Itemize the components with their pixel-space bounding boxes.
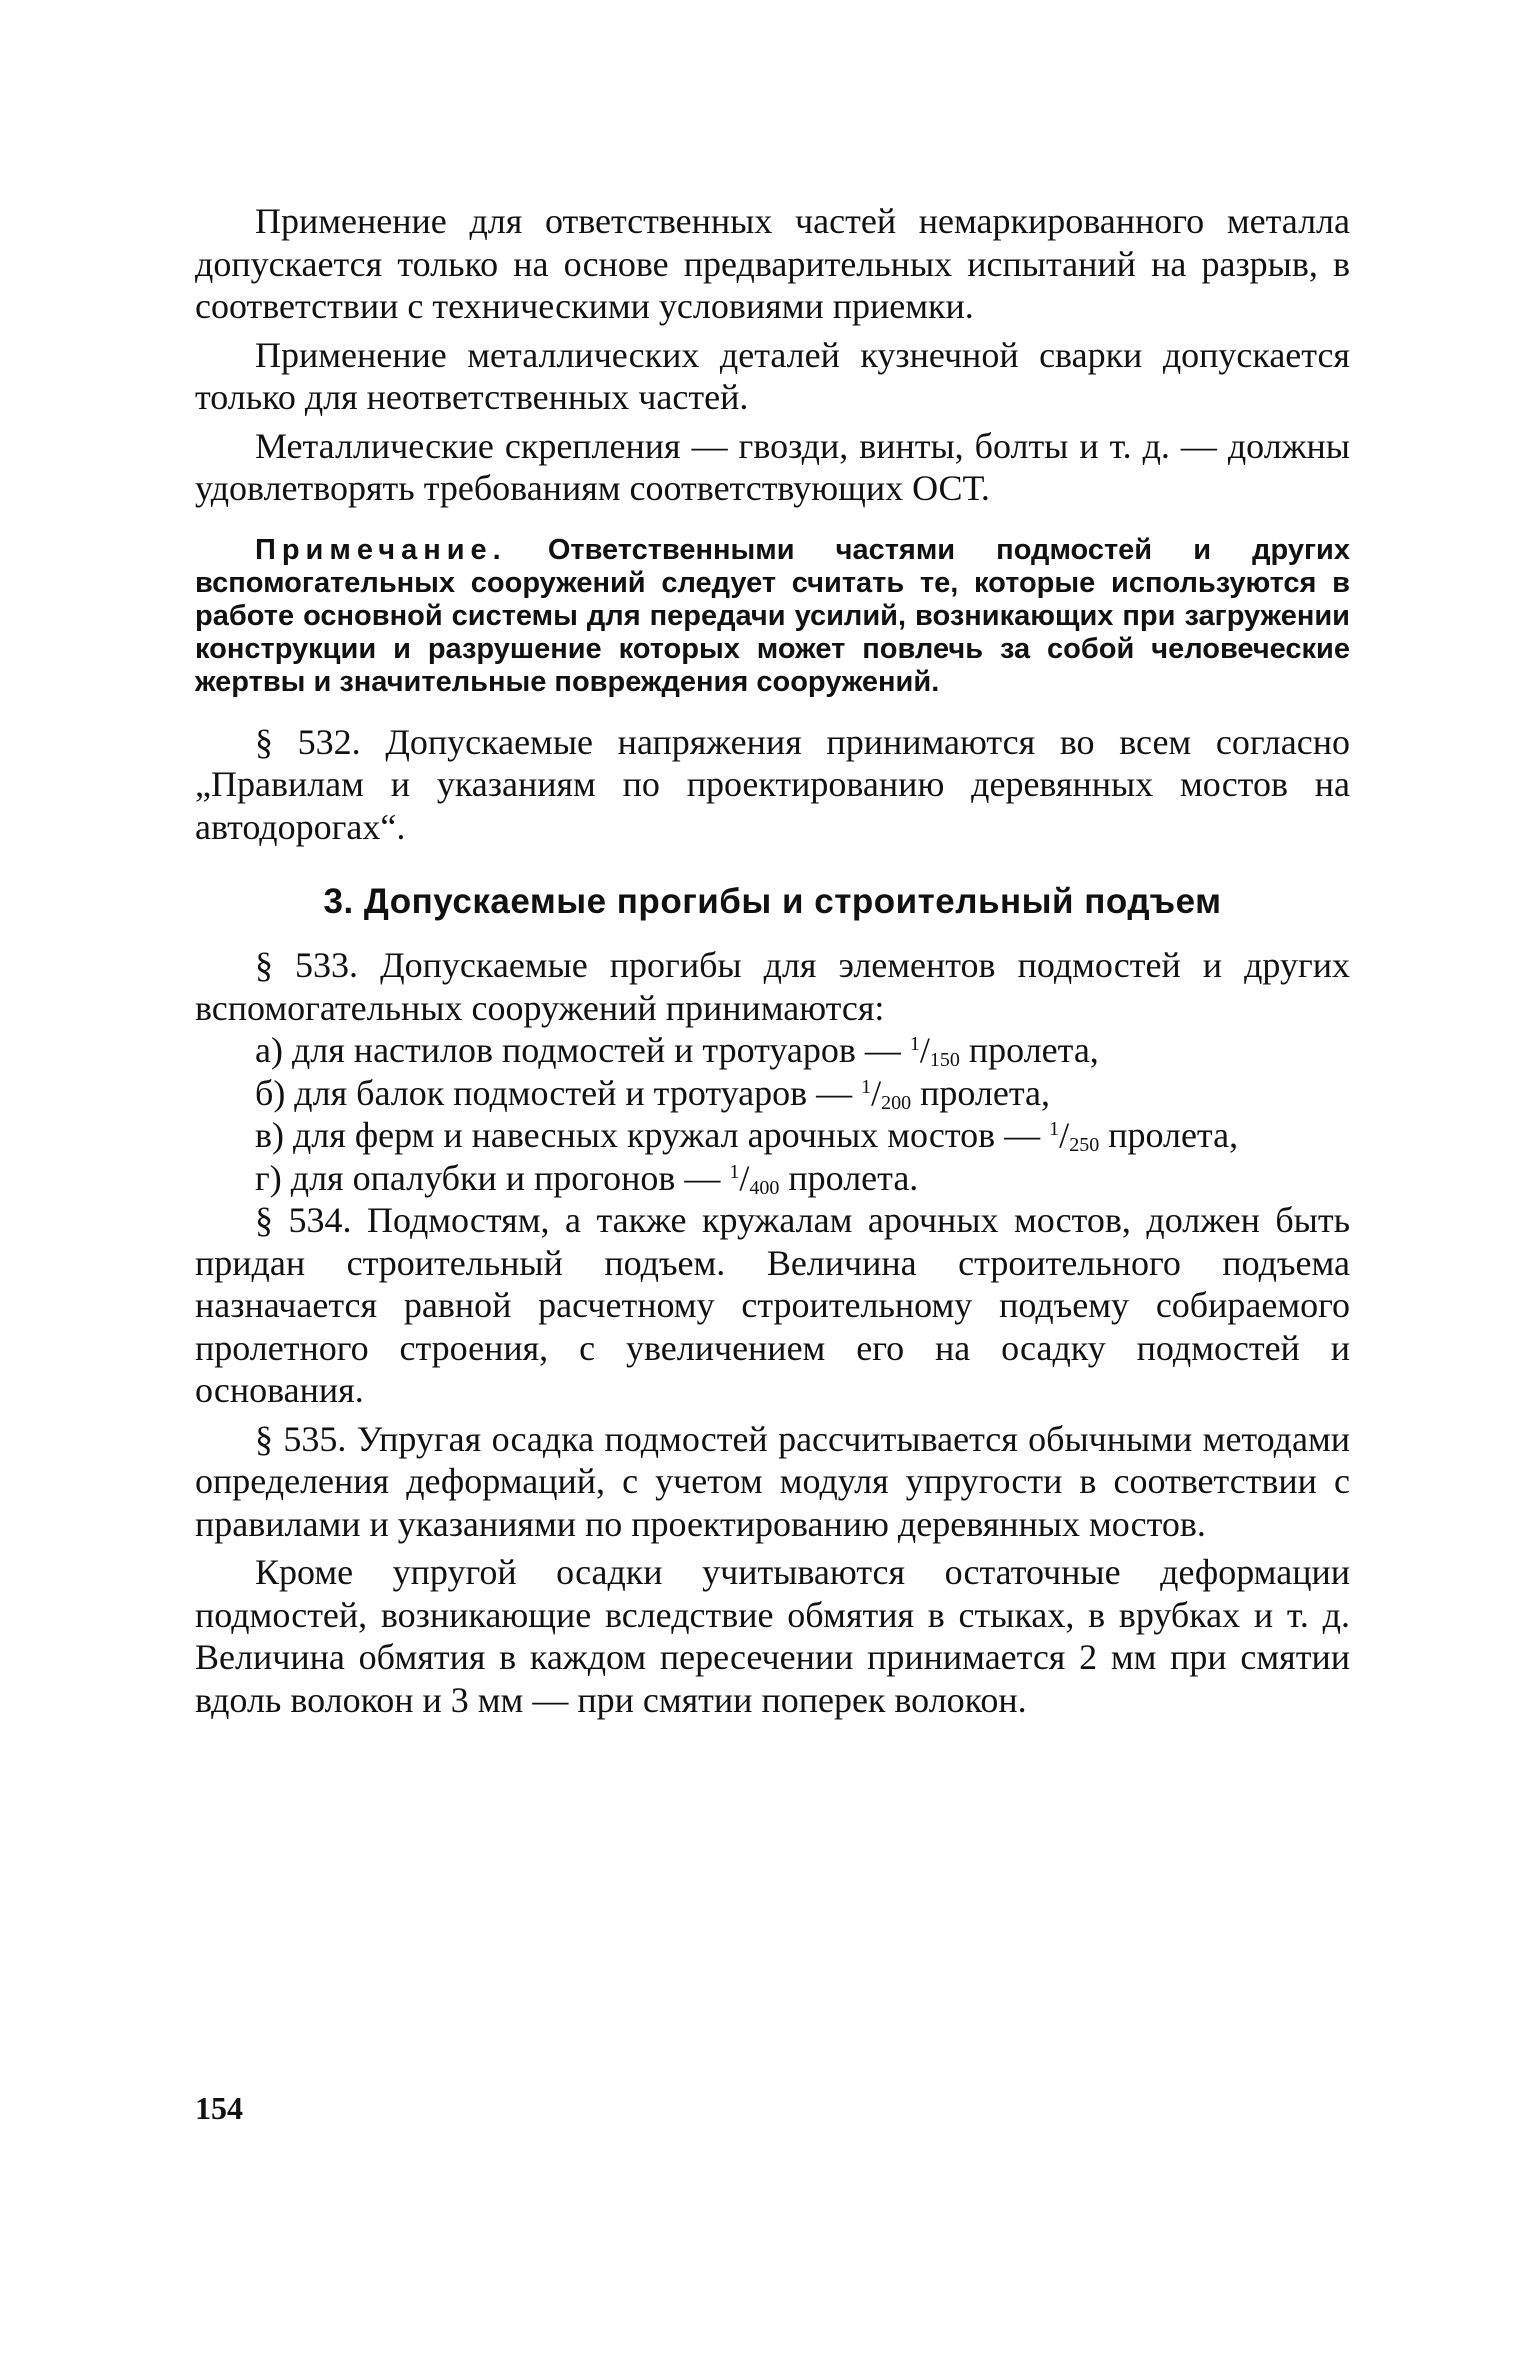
page-body (195, 200, 1350, 1721)
paragraph-forge-welding: Применение металлических деталей кузнечной сварки допускается только для неответственных частей. (195, 334, 1350, 417)
fraction-numerator: 1 (729, 1160, 740, 1183)
list-item-d: г) для опалубки и прогонов — $^1/_{400}$ пролета. (255, 1157, 919, 1199)
section-heading: 3. Допускаемые прогибы и строительный подъем (323, 882, 1222, 921)
note-label: Примечание. (255, 533, 507, 566)
section-534: § 534. Подмостям, а также кружалам арочных мостов, должен быть придан строительный подъем. Величина строительного подъема назначается равной расчетному строительному подъему собираемого пролетного строения, с увеличением его на осадку подмостей и основания. (195, 1200, 1350, 1410)
fraction-denominator: 250 (1069, 1134, 1100, 1156)
fraction-numerator: 1 (1049, 1118, 1060, 1140)
fraction-numerator: 1 (909, 1033, 920, 1055)
final-paragraph: Кроме упругой осадки учитываются остаточные деформации подмостей, возникающие вследствие обмятия в стыках, в врубках и т. д. Величина обмятия в каждом пересечении принимается 2 мм при смятии вдоль волокон и 3 мм — при смятии поперек волокон. (195, 1552, 1350, 1720)
list-item-text: а) для настилов подмостей и тротуаров — (255, 1030, 910, 1070)
list-item-b: б) для балок подмостей и тротуаров — $^1/_{200}$ пролета, (255, 1072, 1051, 1114)
paragraph-metal-use: Применение для ответственных частей немаркированного металла допускается только на основе предварительных испытаний на разрыв, в соответствии с техническими условиями приемки. (195, 201, 1350, 326)
note-block (195, 534, 1350, 699)
fraction-numerator: 1 (861, 1075, 872, 1098)
list-item-a: а) для настилов подмостей и тротуаров — $^1/_{150}$ пролета, (255, 1030, 1099, 1071)
section-535: § 535. Упругая осадка подмостей рассчитывается обычными методами определения деформаций, с учетом модуля упругости в соответствии с правилами и указаниями по проектированию деревянных мостов. (195, 1418, 1350, 1544)
list-item-suffix: пролета. (779, 1157, 919, 1198)
fraction-denominator: 400 (749, 1176, 780, 1199)
list-item-text: б) для балок подмостей и тротуаров — (255, 1072, 862, 1113)
page-number: 154 (195, 2090, 243, 2126)
list-item-c: в) для ферм и навесных кружал арочных мостов — $^1/_{250}$ пролета, (255, 1115, 1239, 1156)
note-text: Ответственными частями подмостей и других вспомогательных сооружений следует считать те, которые используются в работе основной системы для передачи усилий, возникающих при загружении конструкции и разрушение которых может повлечь за собой человеческие жертвы и значительные повреждения сооружений. (195, 533, 1350, 698)
section-533-intro: § 533. Допускаемые прогибы для элементов подмостей и других вспомогательных сооружений принимаются: (195, 945, 1350, 1028)
fraction-denominator: 150 (929, 1049, 960, 1071)
list-item-text: г) для опалубки и прогонов — (255, 1157, 730, 1198)
list-item-suffix: пролета, (1099, 1115, 1239, 1155)
paragraph-fasteners: Металлические скрепления — гвозди, винты, болты и т. д. — должны удовлетворять требованиям соответствующих ОСТ. (195, 425, 1350, 508)
fraction-denominator: 200 (881, 1091, 912, 1114)
list-item-suffix: пролета, (959, 1030, 1099, 1070)
list-item-suffix: пролета, (911, 1072, 1051, 1113)
list-item-text: в) для ферм и навесных кружал арочных мостов — (255, 1115, 1050, 1155)
section-532: § 532. Допускаемые напряжения принимаются во всем согласно „Правилам и указаниям по проектированию деревянных мостов на автодорогах“. (195, 721, 1350, 847)
